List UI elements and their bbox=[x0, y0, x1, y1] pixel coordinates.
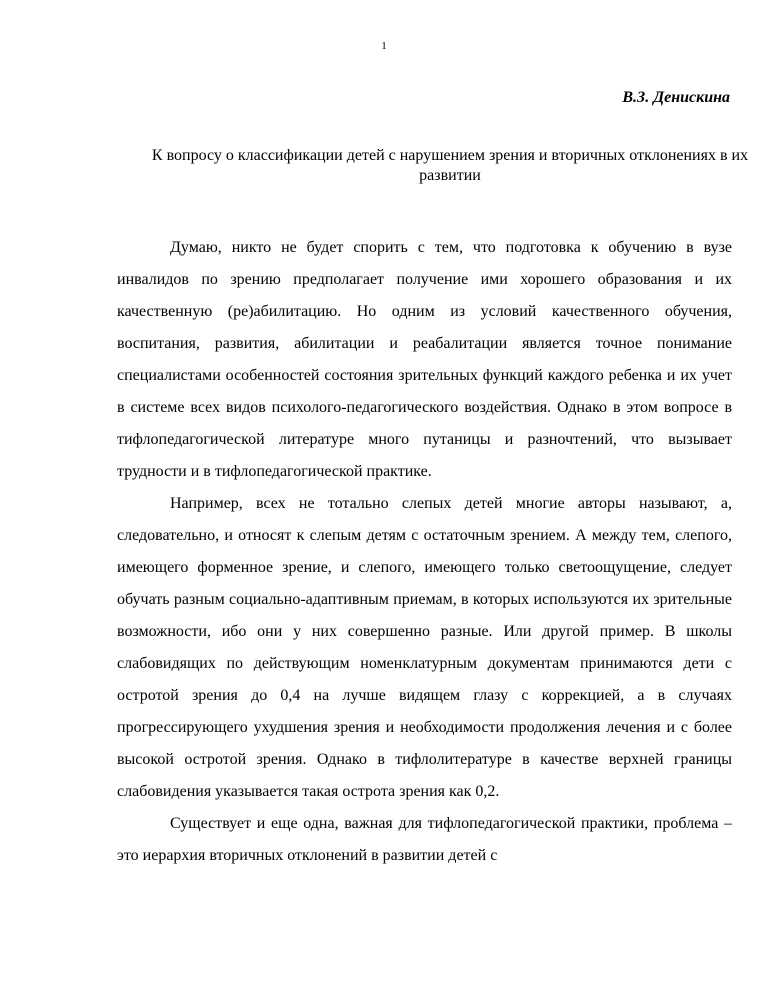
paragraph-1: Думаю, никто не будет спорить с тем, что подготовка к обучению в вузе инвалидов по зрению предполагает получение ими хорошего образования и их качественную (ре)абилитацию. Но одним из условий качественного обучения, воспитания, развития, абилитации и реабалитации является точное понимание специалистами особенностей состояния зрительных функций каждого ребенка и их учет в системе всех видов психолого-педагогического воздействия. Однако в этом вопросе в тифлопедагогической литературе много путаницы и разночтений, что вызывает трудности и в тифлопедагогической практике. bbox=[117, 239, 732, 480]
document-body bbox=[117, 232, 732, 872]
document-title: К вопросу о классификации детей с нарушением зрения и вторичных отклонениях в их развитии bbox=[151, 147, 749, 184]
page-number: 1 bbox=[381, 40, 387, 52]
paragraph-2: Например, всех не тотально слепых детей многие авторы называют, а, следовательно, и относят к слепым детям с остаточным зрением. А между тем, слепого, имеющего форменное зрение, и слепого, имеющего только светоощущение, следует обучать разным социально-адаптивным приемам, в которых используются их зрительные возможности, ибо они у них совершенно разные. Или другой пример. В школы слабовидящих по действующим номенклатурным документам принимаются дети с остротой зрения до 0,4 на лучше видящем глазу с коррекцией, а в случаях прогрессирующего ухудшения зрения и необходимости продолжения лечения и с более высокой остротой зрения. Однако в тифлолитературе в качестве верхней границы слабовидения указывается такая острота зрения как 0,2. bbox=[117, 495, 732, 800]
author-name: В.З. Денискина bbox=[622, 89, 730, 106]
paragraph-3: Существует и еще одна, важная для тифлопедагогической практики, проблема – это иерархия вторичных отклонений в развитии детей с bbox=[117, 815, 732, 864]
